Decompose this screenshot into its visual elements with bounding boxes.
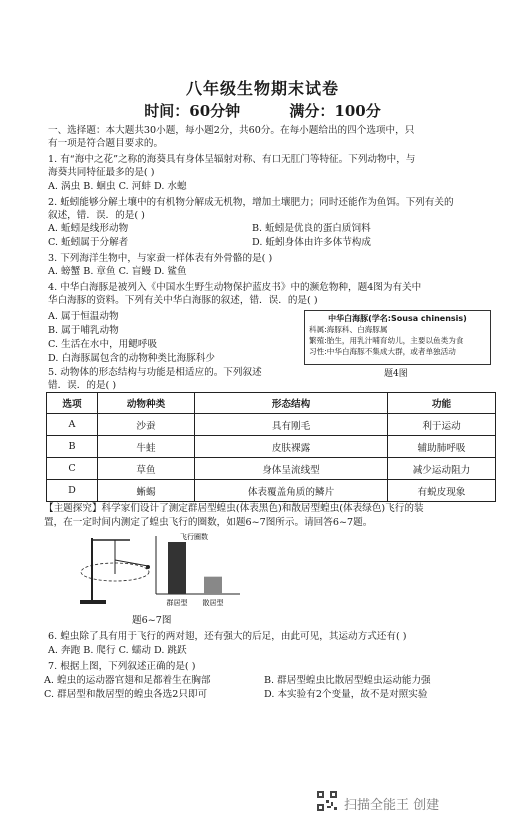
q3-options: A. 螃蟹 B. 章鱼 C. 盲鳗 D. 鲨鱼: [48, 266, 187, 277]
dolphin-box-line-3: 习性:中华白海豚不集成大群，或者单独活动: [309, 347, 456, 356]
table-row: [47, 414, 496, 436]
dolphin-box-title: 中华白海豚(学名:Sousa chinensis): [328, 314, 467, 323]
table-row: [47, 480, 496, 502]
topic-line-1: 【主题探究】科学家们设计了测定群居型蝗虫(体表黑色)和散居型蝗虫(体表绿色)飞行的装: [44, 503, 424, 514]
q6-options: A. 奔跑 B. 爬行 C. 蠕动 D. 跳跃: [48, 645, 187, 656]
table-cell: 蜥蜴: [98, 480, 195, 502]
q7-stem: 7. 根据上图，下列叙述正确的是( ): [48, 661, 196, 672]
topic-line-2: 置，在一定时间内测定了蝗虫飞行的圈数，如题6~7图所示。请回答6~7题。: [44, 517, 373, 528]
table-cell: 草鱼: [98, 458, 195, 480]
dolphin-box-line-1: 科属:海豚科、白海豚属: [309, 325, 388, 334]
col-header-function: 功能: [388, 393, 496, 414]
table-cell: A: [47, 414, 98, 436]
q2-option-d: D. 蚯蚓身体由许多体节构成: [252, 237, 371, 248]
table-cell: 体表覆盖角质的鳞片: [195, 480, 388, 502]
section-intro-line-1: 一、选择题：本大题共30小题，每小题2分，共60分。在每小题给出的四个选项中，只: [48, 125, 415, 136]
col-header-option: 选项: [47, 393, 98, 414]
table-cell: 辅助肺呼吸: [388, 436, 496, 458]
q4-option-a: A. 属于恒温动物: [48, 311, 119, 322]
table-row: [47, 436, 496, 458]
q7-option-c: C. 群居型和散居型的蝗虫各选2只即可: [44, 689, 208, 700]
q5-stem-2: 错．误．的是( ): [48, 380, 117, 391]
q7-option-a: A. 蝗虫的运动器官翅和足都着生在胸部: [44, 675, 211, 686]
figure-6-7-label: 题6~7图: [132, 615, 172, 626]
q2-stem-2: 叙述，错．误．的是( ): [48, 210, 145, 221]
dolphin-info-box: [304, 310, 491, 365]
section-intro-line-2: 有一项是符合题目要求的。: [48, 138, 164, 149]
table-cell: 具有刚毛: [195, 414, 388, 436]
q4-option-b: B. 属于哺乳动物: [48, 325, 119, 336]
q6-stem: 6. 蝗虫除了具有用于飞行的两对翅，还有强大的后足，由此可见，其运动方式还有( ): [48, 631, 407, 642]
q7-option-b: B. 群居型蝗虫比散居型蝗虫运动能力强: [264, 675, 431, 686]
figure-4-label: 题4图: [384, 369, 408, 379]
q1-stem-1: 1. 有“海中之花”之称的海葵具有身体呈辐射对称、有口无肛门等特征。下列动物中，与: [48, 154, 416, 165]
table-cell: 皮肤裸露: [195, 436, 388, 458]
exam-time: 时间：60分钟: [144, 102, 241, 120]
q7-option-d: D. 本实验有2个变量，故不是对照实验: [264, 689, 428, 700]
chart-category-label: 群居型: [166, 599, 188, 607]
q5-table: [46, 392, 496, 502]
flight-laps-chart: [152, 530, 244, 610]
scanner-brand-watermark: 扫描全能王 创建: [344, 798, 440, 813]
chart-bar-1: [168, 542, 186, 594]
qr-code-icon: [316, 790, 338, 812]
q5-stem-1: 5. 动物体的形态结构与功能是相适应的。下列叙述: [48, 367, 262, 378]
chart-bar-2: [204, 577, 222, 594]
q2-stem-1: 2. 蚯蚓能够分解土壤中的有机物分解成无机物，增加土壤肥力；同时还能作为鱼饵。下列有关的: [48, 197, 454, 208]
q1-stem-2: 海葵共同特征最多的是( ): [48, 167, 155, 178]
q4-option-c: C. 生活在水中，用鳃呼吸: [48, 339, 158, 350]
dolphin-box-line-2: 繁殖:胎生，用乳汁哺育幼儿，主要以鱼类为食: [309, 336, 464, 345]
q4-stem-1: 4. 中华白海豚是被列入《中国水生野生动物保护蓝皮书》中的濒危物种，题4图为有关中: [48, 282, 422, 293]
q1-options: A. 涡虫 B. 蛔虫 C. 河蚌 D. 水螅: [48, 181, 187, 192]
table-cell: 减少运动阻力: [388, 458, 496, 480]
table-cell: 有蜕皮现象: [388, 480, 496, 502]
page-subtitle: [0, 100, 525, 121]
q4-stem-2: 华白海豚的资料。下列有关中华白海豚的叙述，错．误．的是( ): [48, 295, 318, 306]
flight-apparatus-figure: [70, 530, 160, 610]
table-cell: 牛蛙: [98, 436, 195, 458]
page-title: 八年级生物期末试卷: [185, 79, 339, 98]
chart-category-label: 散居型: [202, 599, 224, 607]
col-header-structure: 形态结构: [195, 393, 388, 414]
table-cell: B: [47, 436, 98, 458]
table-cell: 利于运动: [388, 414, 496, 436]
q2-option-b: B. 蚯蚓是优良的蛋白质饲料: [252, 223, 371, 234]
col-header-animal: 动物种类: [98, 393, 195, 414]
q4-option-d: D. 白海豚属包含的动物种类比海豚科少: [48, 353, 215, 364]
chart-title: 飞行圈数: [180, 533, 208, 541]
exam-score: 满分：100分: [289, 102, 381, 120]
table-cell: 身体呈流线型: [195, 458, 388, 480]
table-header-row: [47, 393, 496, 414]
table-row: [47, 458, 496, 480]
table-cell: C: [47, 458, 98, 480]
table-cell: 沙蚕: [98, 414, 195, 436]
q2-option-c: C. 蚯蚓属于分解者: [48, 237, 129, 248]
q3-stem: 3. 下列海洋生物中，与家蚕一样体表有外骨骼的是( ): [48, 253, 273, 264]
table-cell: D: [47, 480, 98, 502]
q2-option-a: A. 蚯蚓是线形动物: [48, 223, 129, 234]
